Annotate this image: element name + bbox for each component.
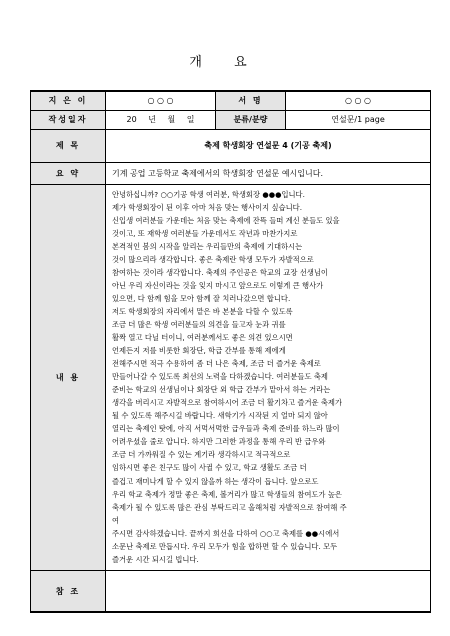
summary-value: 기계 공업 고등학교 축제에서의 학생회장 연설문 예시입니다. bbox=[106, 162, 431, 184]
content-line: 즐거운 시간 되시길 빕니다. bbox=[112, 554, 199, 564]
subject-label: 제 목 bbox=[31, 129, 106, 162]
content-line: 전해주시면 적극 수용하여 좀 더 나은 축제, 조금 더 즐거운 축제로 bbox=[112, 359, 321, 369]
content-line: 조금 더 많은 학생 여러분들의 의견을 들고자 눈과 귀를 bbox=[112, 319, 286, 329]
content-line: 있으면, 다 함께 힘을 모아 함께 잘 치러나갔으면 합니다. bbox=[112, 293, 291, 303]
content-label: 내 용 bbox=[31, 184, 106, 570]
content-line: 제가 학생회장이 된 이후 아마 처음 맞는 행사이지 싶습니다. bbox=[112, 202, 303, 212]
content-line: 될 수 있도록 해주시길 바랍니다. 새학기가 시작된 지 얼마 되지 않아 bbox=[112, 411, 328, 421]
content-line: 주시면 감사하겠습니다. 끝까지 희선을 다하여 ○○고 축제를 ●●시에서 bbox=[112, 528, 340, 538]
content-body bbox=[106, 184, 431, 570]
content-line: 저도 학생회장의 자리에서 맡은 바 본분을 다할 수 있도록 bbox=[112, 306, 293, 316]
author-value: ○ ○ ○ bbox=[106, 91, 216, 110]
content-line: 소문난 축제로 만듭시다. 우리 모두가 힘을 합하면 할 수 있습니다. 모두 bbox=[112, 541, 338, 551]
document-title: 개 요 bbox=[189, 55, 261, 70]
content-line: 조금 더 가까워질 수 있는 계기라 생각하시고 적극적으로 bbox=[112, 450, 291, 460]
summary-form-table bbox=[30, 90, 431, 613]
date-label: 작성일자 bbox=[31, 110, 106, 129]
content-line: 신입생 여러분들 가운데는 처음 맞는 축제에 잔뜩 들떠 계신 분들도 있을 bbox=[112, 215, 340, 225]
subject-value: 축제 학생회장 연설문 4 (기공 축제) bbox=[106, 129, 431, 162]
content-line: 열리는 축제인 탓에, 아직 서먹서먹한 급우들과 축제 준비를 하느라 많이 bbox=[112, 424, 340, 434]
content-line: 것이 많으리라 생각합니다. 좋은 축제란 학생 모두가 자발적으로 bbox=[112, 254, 314, 264]
summary-label: 요 약 bbox=[31, 162, 106, 184]
date-value: 20 년 월 일 bbox=[106, 110, 216, 129]
content-line: 본격적인 봄의 시작을 알리는 우리들만의 축제에 기대하시는 bbox=[112, 241, 303, 251]
content-line: 준비는 학교의 선생님이나 회장단 외 학급 간부가 맡아서 하는 거라는 bbox=[112, 385, 331, 395]
author-label: 지 은 이 bbox=[31, 91, 106, 110]
content-line: 임하시면 좋은 친구도 많이 사귈 수 있고, 학교 생활도 조금 더 bbox=[112, 463, 307, 473]
content-line: 만들어나갈 수 있도록 최선의 노력을 다하겠습니다. 여러분들도 축제 bbox=[112, 372, 328, 382]
reference-label: 참 조 bbox=[31, 570, 106, 612]
category-label: 분류/분량 bbox=[216, 110, 286, 129]
title-field-value: ○ ○ ○ bbox=[286, 91, 431, 110]
content-line: 안녕하십니까? ○○기공 학생 여러분, 학생회장 ●●●입니다. bbox=[112, 189, 305, 199]
content-line: 활짝 열고 다닐 터이니, 여러분께서도 좋은 의견 있으시면 bbox=[112, 333, 293, 343]
content-line: 우리 학교 축제가 정말 좋은 축제, 볼거리가 많고 학생들의 참여도가 높은 bbox=[112, 489, 342, 499]
content-line: 축제가 될 수 있도록 많은 관심 부탁드리고 올해처럼 자발적으로 참여해 주 bbox=[112, 502, 347, 512]
title-field-label: 서 명 bbox=[216, 91, 286, 110]
content-line: 생각을 버리시고 자발적으로 참여하시어 조금 더 활기차고 즐거운 축제가 bbox=[112, 398, 343, 408]
category-value: 연설문/1 page bbox=[286, 110, 431, 129]
reference-value bbox=[106, 570, 431, 612]
content-line: 여 bbox=[112, 515, 120, 525]
content-line: 어려우셨을 줄로 압니다. 하지만 그러한 과정을 통해 우리 반 급우와 bbox=[112, 437, 326, 447]
content-line: 언제든지 저를 비롯한 회장단, 학급 간부를 통해 제에게 bbox=[112, 346, 286, 356]
content-line: 즐겁고 재미나게 할 수 있지 않을까 하는 생각이 듭니다. 앞으로도 bbox=[112, 476, 319, 486]
content-line: 참여하는 것이라 생각합니다. 축제의 주인공은 학교의 교장 선생님이 bbox=[112, 267, 328, 277]
content-lines bbox=[112, 188, 424, 566]
content-line: 아닌 우리 자신이라는 것을 잊지 마시고 앞으로도 이렇게 큰 행사가 bbox=[112, 280, 324, 290]
content-line: 것이고, 또 재학생 여러분들 가운데서도 작년과 마찬가지로 bbox=[112, 228, 298, 238]
